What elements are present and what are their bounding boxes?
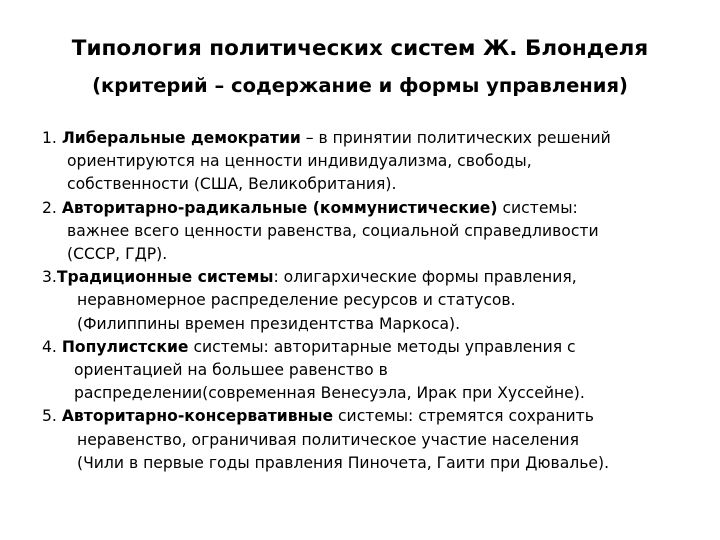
item-continuation: распределении(современная Венесуэла, Ирак при Хуссейне).	[74, 384, 585, 403]
list-item-populist-systems	[42, 336, 702, 406]
list-item-authoritarian-radical	[42, 197, 702, 267]
list-item-traditional-systems	[42, 266, 702, 336]
list-item-first-line	[42, 405, 702, 428]
item-continuation: (Филиппины времен президентства Маркоса).	[77, 314, 461, 333]
item-term: Авторитарно-радикальные (коммунистические)	[61, 198, 498, 217]
item-text: – в принятии политических решений	[300, 129, 611, 147]
typology-list	[42, 127, 702, 475]
list-item-first-line	[42, 127, 702, 150]
item-number: 5.	[42, 407, 62, 426]
item-continuation: ориентируются на ценности индивидуализма, свободы,	[67, 152, 532, 171]
list-item-first-line	[42, 266, 702, 289]
item-text: : олигархические формы правления,	[273, 268, 577, 287]
item-term: Традиционные системы	[56, 268, 274, 287]
slide-subtitle: (критерий – содержание и формы управления)	[92, 74, 628, 97]
list-item-authoritarian-conservative	[42, 405, 702, 475]
item-continuation: (СССР, ГДР).	[67, 245, 168, 264]
item-continuation: неравномерное распределение ресурсов и статусов.	[77, 291, 516, 310]
item-term: Авторитарно-консервативные	[61, 407, 334, 426]
item-text: системы: авторитарные методы управления с	[188, 337, 576, 356]
item-continuation: (Чили в первые годы правления Пиночета, Гаити при Дювалье).	[77, 453, 610, 472]
list-item-liberal-democracies	[42, 127, 702, 197]
item-continuation: собственности (США, Великобритания).	[67, 175, 397, 194]
list-item-first-line	[42, 336, 702, 359]
item-continuation: важнее всего ценности равенства, социальной справедливости	[67, 221, 599, 240]
item-number: 2.	[42, 198, 62, 217]
item-number: 1.	[42, 129, 62, 147]
item-continuation: ориентацией на большее равенство в	[74, 361, 388, 380]
item-text: системы: стремятся сохранить	[333, 407, 594, 426]
list-item-first-line	[42, 197, 702, 220]
slide-title: Типология политических систем Ж. Блонделя	[71, 36, 649, 61]
item-term: Популистские	[61, 337, 189, 356]
item-continuation: неравенство, ограничивая политическое участие населения	[77, 430, 579, 449]
item-number: 4.	[42, 337, 62, 356]
item-term: Либеральные демократии	[61, 129, 301, 147]
item-text: системы:	[497, 198, 578, 217]
item-number: 3.	[42, 268, 57, 287]
